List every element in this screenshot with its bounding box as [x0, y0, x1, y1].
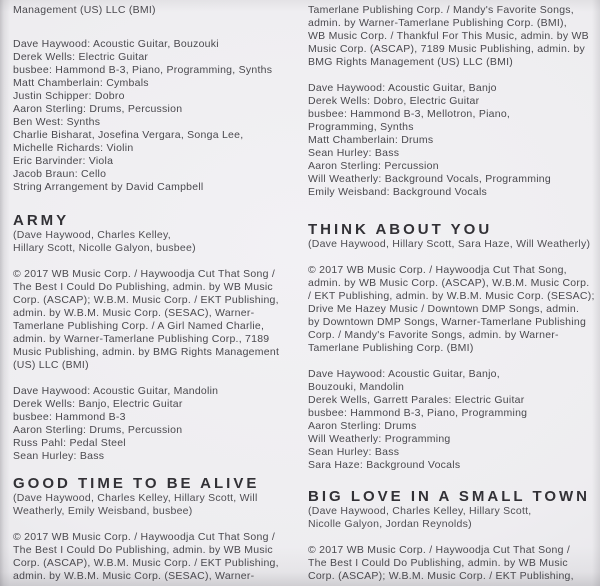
- text-line: Charlie Bisharat, Josefina Vergara, Songa Lee,: [13, 129, 244, 141]
- publishing-carryover: [308, 4, 592, 69]
- text-line: Aaron Sterling: Drums, Percussion: [13, 424, 183, 436]
- text-line: Dave Haywood: Acoustic Guitar, Mandolin: [13, 385, 219, 397]
- left-column: [13, 4, 293, 583]
- text-line: admin. by WB Music Corp. (ASCAP), W.B.M. Music Corp.: [308, 277, 590, 289]
- text-line: Dave Haywood: Acoustic Guitar, Bouzouki: [13, 38, 219, 50]
- song-title: ARMY: [13, 212, 70, 229]
- text-line: Corp. (ASCAP); W.B.M. Music Corp. / EKT Publishing,: [13, 294, 279, 306]
- song-title: BIG LOVE IN A SMALL TOWN: [308, 488, 590, 505]
- songwriters: [13, 492, 293, 518]
- text-line: Michelle Richards: Violin: [13, 142, 134, 154]
- text-line: Eric Barvinder: Viola: [13, 155, 114, 167]
- text-line: Corp. / Mandy's Favorite Songs, admin. by Warner-: [308, 329, 559, 341]
- text-line: Weatherly, Emily Weisband, busbee): [13, 505, 193, 517]
- song-title: THINK ABOUT YOU: [308, 221, 493, 238]
- text-line: (Dave Haywood, Charles Kelley, Hillary Scott, Will: [13, 492, 258, 504]
- text-line: Music Publishing, admin. by BMG Rights Management: [13, 346, 280, 358]
- song-title: GOOD TIME TO BE ALIVE: [13, 475, 260, 492]
- text-line: busbee: Hammond B-3, Piano, Programming: [308, 407, 528, 419]
- text-line: Matt Chamberlain: Drums: [308, 134, 434, 146]
- text-line: Tamerlane Publishing Corp. / Mandy's Favorite Songs,: [308, 4, 574, 16]
- text-line: WB Music Corp. / Thankful For This Music, admin. by WB: [308, 30, 589, 42]
- text-line: Dave Haywood: Acoustic Guitar, Banjo,: [308, 368, 500, 380]
- text-line: (Dave Haywood, Charles Kelley,: [13, 229, 171, 241]
- songwriters: [13, 229, 293, 255]
- songwriters: [308, 505, 592, 531]
- publishing-credits: [13, 268, 293, 372]
- text-line: admin. by Warner-Tamerlane Publishing Corp. (BMI),: [308, 17, 567, 29]
- text-line: (Dave Haywood, Charles Kelley, Hillary Scott,: [308, 505, 532, 517]
- text-line: Aaron Sterling: Drums: [308, 420, 417, 432]
- text-line: Sean Hurley: Bass: [13, 450, 105, 462]
- text-line: Corp. (ASCAP), W.B.M. Music Corp. / EKT Publishing,: [13, 557, 279, 569]
- text-line: The Best I Could Do Publishing, admin. by WB Music: [13, 544, 273, 556]
- song-section-good-time-to-be-alive: [13, 475, 293, 583]
- text-line: busbee: Hammond B-3, Mellotron, Piano,: [308, 108, 511, 120]
- text-line: Programming, Synths: [308, 121, 414, 133]
- song-section-think-about-you: [308, 221, 595, 472]
- text-line: Justin Schipper: Dobro: [13, 90, 125, 102]
- text-line: Management (US) LLC (BMI): [13, 4, 156, 16]
- text-line: © 2017 WB Music Corp. / Haywoodja Cut That Song /: [13, 531, 275, 543]
- personnel-credits: [13, 38, 293, 194]
- text-line: Hillary Scott, Nicolle Galyon, busbee): [13, 242, 196, 254]
- text-line: Dave Haywood: Acoustic Guitar, Banjo: [308, 82, 497, 94]
- text-line: Sean Hurley: Bass: [308, 446, 400, 458]
- personnel-credits: [308, 82, 592, 199]
- text-line: busbee: Hammond B-3, Piano, Programming, Synths: [13, 64, 273, 76]
- text-line: BMG Rights Management (US) LLC (BMI): [308, 56, 514, 68]
- publishing-credits: [13, 531, 293, 583]
- song-section-army: [13, 212, 293, 463]
- publishing-credits: [308, 544, 592, 583]
- text-line: Nicolle Galyon, Jordan Reynolds): [308, 518, 472, 530]
- text-line: admin. by W.B.M. Music Corp. (SESAC), Warner-: [13, 307, 255, 319]
- personnel-credits: [13, 385, 293, 463]
- text-line: © 2017 WB Music Corp. / Haywoodja Cut That Song /: [13, 268, 275, 280]
- right-column: [308, 4, 595, 583]
- text-line: Emily Weisband: Background Vocals: [308, 186, 488, 198]
- text-line: (Dave Haywood, Hillary Scott, Sara Haze, Will Weatherly): [308, 238, 591, 250]
- text-line: Drive Me Hazey Music / Downtown DMP Songs, admin.: [308, 303, 580, 315]
- songwriters: [308, 238, 592, 251]
- text-line: Sara Haze: Background Vocals: [308, 459, 461, 471]
- text-line: / EKT Publishing, admin. by W.B.M. Music Corp. (SESAC);: [308, 290, 595, 302]
- text-line: Corp. (ASCAP); W.B.M. Music Corp. / EKT Publishing,: [308, 570, 574, 582]
- text-line: Jacob Braun: Cello: [13, 168, 107, 180]
- text-line: © 2017 WB Music Corp. / Haywoodja Cut That Song,: [308, 264, 567, 276]
- text-line: Derek Wells: Electric Guitar: [13, 51, 149, 63]
- text-line: Ben West: Synths: [13, 116, 101, 128]
- text-line: Tamerlane Publishing Corp. (BMI): [308, 342, 474, 354]
- text-line: (US) LLC (BMI): [13, 359, 89, 371]
- publishing-carryover: [13, 4, 293, 17]
- text-line: Bouzouki, Mandolin: [308, 381, 405, 393]
- text-line: Will Weatherly: Programming: [308, 433, 451, 445]
- text-line: Derek Wells: Banjo, Electric Guitar: [13, 398, 183, 410]
- publishing-credits: [308, 264, 595, 355]
- text-line: Sean Hurley: Bass: [308, 147, 400, 159]
- text-line: Derek Wells: Dobro, Electric Guitar: [308, 95, 480, 107]
- text-line: admin. by Warner-Tamerlane Publishing Corp., 7189: [13, 333, 270, 345]
- text-line: admin. by W.B.M. Music Corp. (SESAC), Warner-: [13, 570, 255, 582]
- text-line: busbee: Hammond B-3: [13, 411, 126, 423]
- text-line: by Downtown DMP Songs, Warner-Tamerlane Publishing: [308, 316, 587, 328]
- text-line: Aaron Sterling: Percussion: [308, 160, 439, 172]
- text-line: Music Corp. (ASCAP), 7189 Music Publishing, admin. by: [308, 43, 586, 55]
- text-line: © 2017 WB Music Corp. / Haywoodja Cut That Song /: [308, 544, 570, 556]
- text-line: Tamerlane Publishing Corp. / A Girl Named Charlie,: [13, 320, 265, 332]
- text-line: The Best I Could Do Publishing, admin. by WB Music: [13, 281, 273, 293]
- text-line: Russ Pahl: Pedal Steel: [13, 437, 126, 449]
- song-section-big-love-in-a-small-town: [308, 488, 592, 583]
- text-line: Aaron Sterling: Drums, Percussion: [13, 103, 183, 115]
- text-line: String Arrangement by David Campbell: [13, 181, 204, 193]
- text-line: Derek Wells, Garrett Parales: Electric Guitar: [308, 394, 525, 406]
- text-line: The Best I Could Do Publishing, admin. by WB Music: [308, 557, 568, 569]
- text-line: Will Weatherly: Background Vocals, Programming: [308, 173, 551, 185]
- text-line: Matt Chamberlain: Cymbals: [13, 77, 149, 89]
- personnel-credits: [308, 368, 592, 472]
